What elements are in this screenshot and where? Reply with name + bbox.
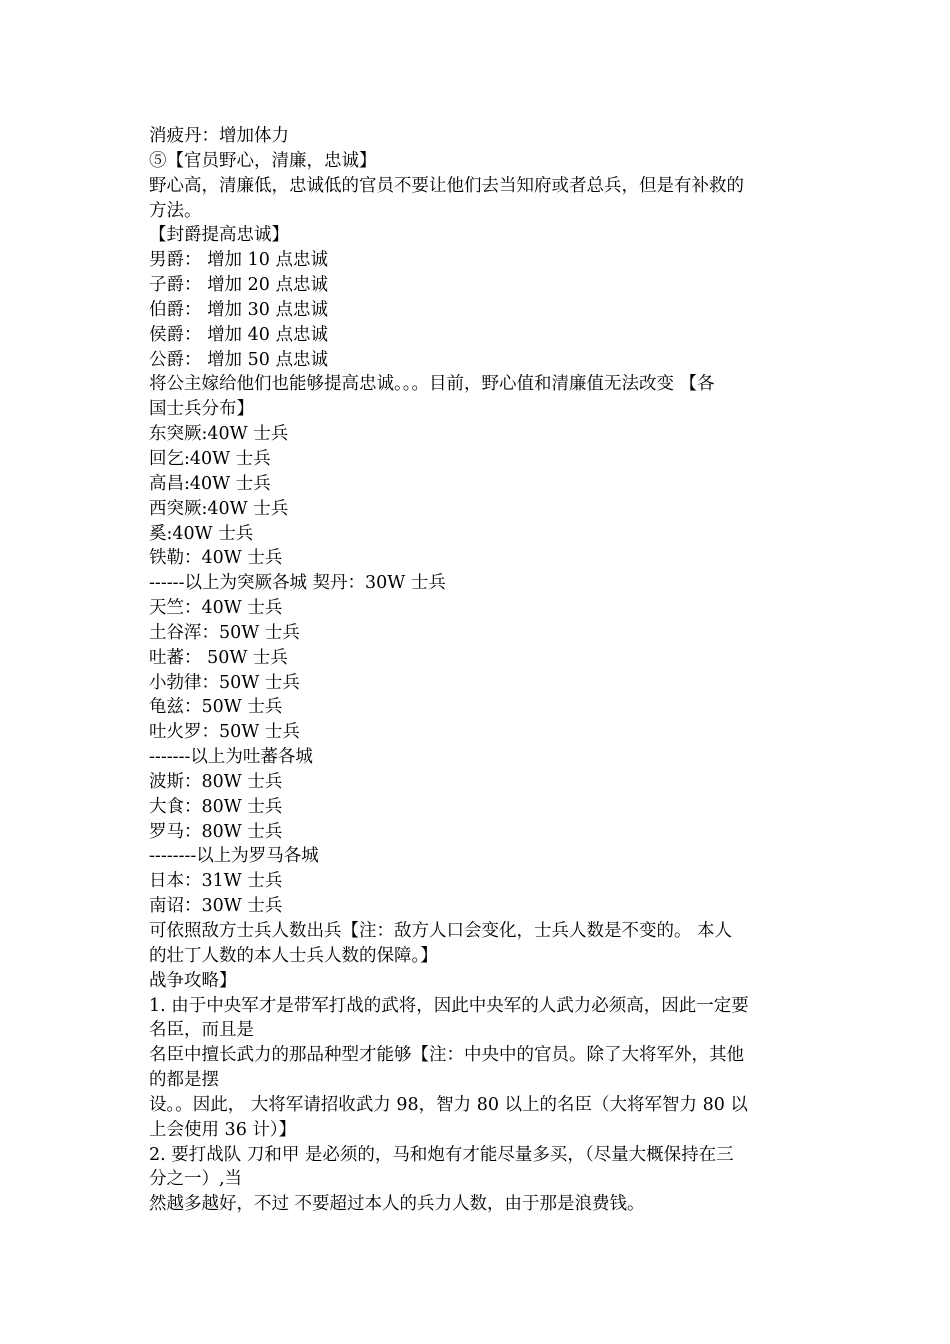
text-line: 的都是摆 [149,1070,219,1091]
text-line: 消疲丹：增加体力 [149,126,289,146]
text-line: 南诏：30W 士兵 [149,896,283,917]
text-line: 名臣中擅长武力的那品种型才能够【注：中央中的官员。除了大将军外，其他 [149,1045,744,1066]
text-line: 伯爵： 增加 30 点忠诚 [149,299,328,320]
text-line: 东突厥:40W 士兵 [149,424,289,445]
text-line: ------以上为突厥各城 契丹：30W 士兵 [149,573,446,594]
text-line: 小勃律：50W 士兵 [149,672,300,693]
text-line: 设。。因此， 大将军请招收武力 98，智力 80 以上的名臣（大将军智力 80 以 [149,1094,748,1115]
text-line: 然越多越好，不过 不要超过本人的兵力人数，由于那是浪费钱。 [149,1194,645,1215]
text-line: 将公主嫁给他们也能够提高忠诚。。。目前，野心值和清廉值无法改变 【各 [149,374,715,395]
text-line: 吐火罗：50W 士兵 [149,722,300,743]
text-line: 名臣，而且是 [149,1020,254,1041]
text-line: 吐蕃： 50W 士兵 [149,647,288,668]
text-line: 1. 由于中央军才是带军打战的武将，因此中央军的人武力必须高，因此一定要 [149,995,749,1016]
text-line: 子爵： 增加 20 点忠诚 [149,275,328,296]
document-body [149,124,809,1217]
text-line: -------以上为吐蕃各城 [149,747,313,768]
text-line: 国士兵分布】 [149,399,254,420]
text-line: 波斯：80W 士兵 [149,771,283,792]
text-line: 男爵： 增加 10 点忠诚 [149,250,328,271]
text-line: 奚:40W 士兵 [149,523,254,544]
text-line: 日本：31W 士兵 [149,871,283,892]
text-line: 的壮丁人数的本人士兵人数的保障。】 [149,945,438,966]
text-line: 上会使用 36 计）】 [149,1119,297,1140]
text-line: 公爵： 增加 50 点忠诚 [149,349,328,370]
text-line: 铁勒：40W 士兵 [149,548,283,569]
text-line: 可依照敌方士兵人数出兵【注：敌方人口会变化，士兵人数是不变的。 本人 [149,921,733,941]
text-line: --------以上为罗马各城 [149,846,319,867]
text-line: 方法。 [149,200,202,221]
text-line: 2. 要打战队 刀和甲 是必须的，马和炮有才能尽量多买，（尽量大概保持在三 [149,1144,734,1165]
text-line: 回乞:40W 士兵 [149,448,271,469]
text-line: 分之一）,当 [149,1169,243,1190]
section-heading: 【封爵提高忠诚】 [149,225,289,246]
text-line: 大食：80W 士兵 [149,796,283,817]
text-line: 土谷浑：50W 士兵 [149,622,300,643]
text-line: 高昌:40W 士兵 [149,473,271,494]
section-heading: ⑤【官员野心，清廉，忠诚】 [149,150,377,171]
text-line: 西突厥:40W 士兵 [149,498,289,519]
text-line: 野心高，清廉低，忠诚低的官员不要让他们去当知府或者总兵，但是有补救的 [149,175,744,196]
text-line: 天竺：40W 士兵 [149,598,283,619]
text-line: 侯爵： 增加 40 点忠诚 [149,324,328,345]
section-heading: 战争攻略】 [149,970,237,991]
text-line: 龟兹：50W 士兵 [149,697,283,718]
text-line: 罗马：80W 士兵 [149,821,283,842]
